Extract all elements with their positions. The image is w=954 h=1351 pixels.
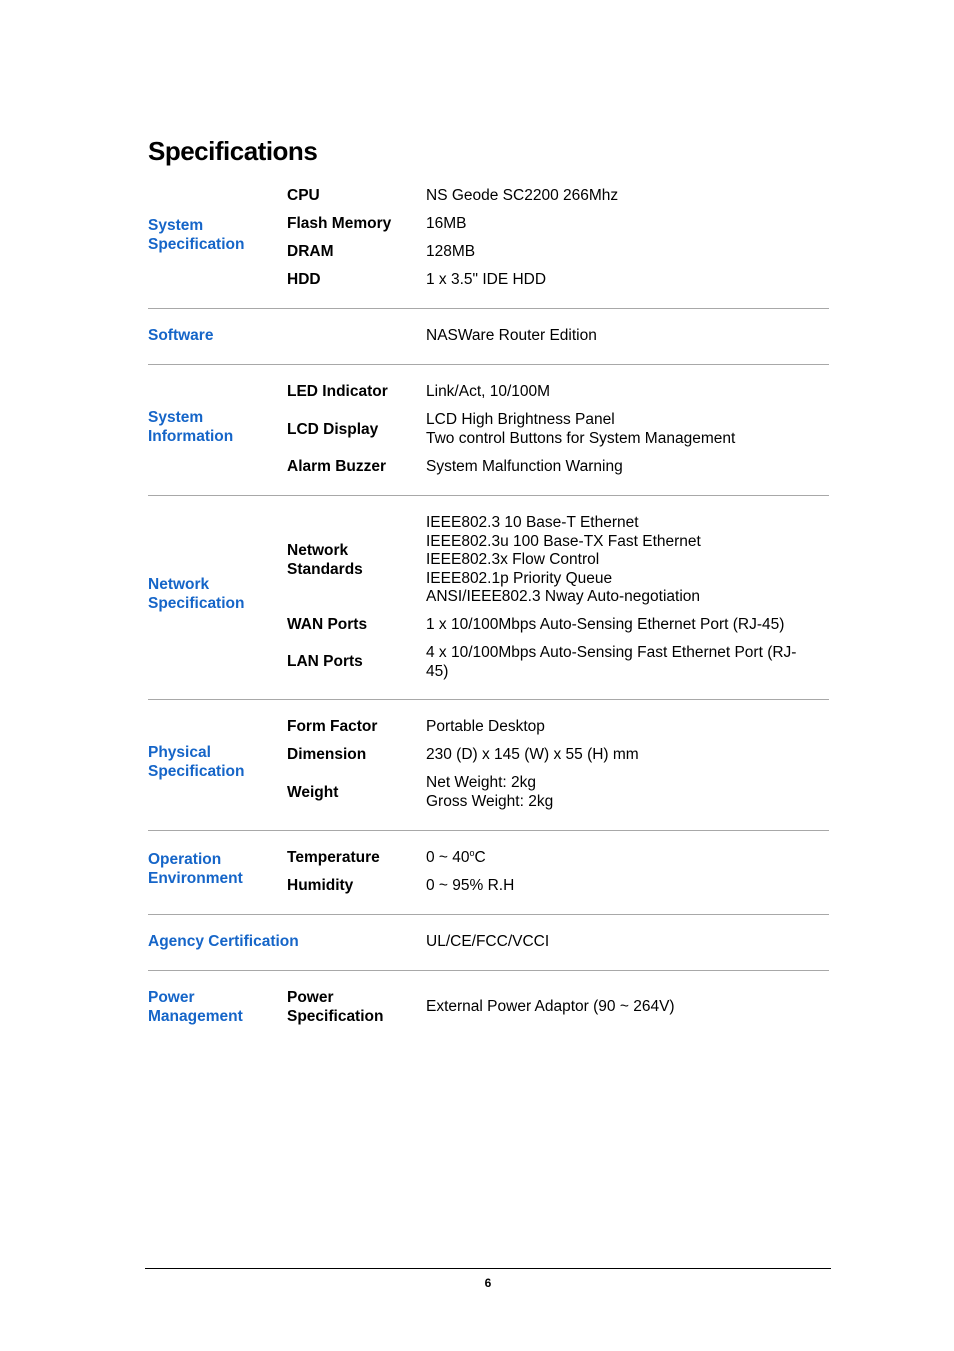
divider — [148, 364, 829, 365]
divider — [148, 970, 829, 971]
value-alarm-buzzer: System Malfunction Warning — [426, 458, 623, 475]
value-cpu: NS Geode SC2200 266Mhz — [426, 187, 619, 204]
label-flash-memory: Flash Memory — [287, 215, 392, 232]
label-lcd-display: LCD Display — [287, 421, 379, 438]
category-network-specification: Network Specification — [148, 576, 245, 612]
page-number: 6 — [484, 1276, 492, 1290]
category-power-management: Power Management — [148, 989, 243, 1025]
value-agency-certification: UL/CE/FCC/VCCI — [426, 933, 550, 950]
page-title: Specifications — [148, 136, 318, 166]
label-dimension: Dimension — [287, 746, 367, 763]
value-flash-memory: 16MB — [426, 215, 467, 232]
category-system-information: System Information — [148, 409, 234, 445]
divider — [148, 830, 829, 831]
label-temperature: Temperature — [287, 849, 380, 866]
label-network-standards: Network Standards — [287, 542, 363, 578]
label-cpu: CPU — [287, 187, 320, 204]
value-temperature: 0 ~ 40$^o$C — [426, 847, 486, 866]
footer-divider — [145, 1268, 831, 1269]
label-lan-ports: LAN Ports — [287, 653, 363, 670]
label-alarm-buzzer: Alarm Buzzer — [287, 458, 387, 475]
category-system-specification: System Specification — [148, 217, 245, 253]
category-physical-specification: Physical Specification — [148, 744, 245, 780]
label-weight: Weight — [287, 784, 339, 801]
value-software: NASWare Router Edition — [426, 327, 597, 344]
label-led-indicator: LED Indicator — [287, 383, 388, 400]
divider — [148, 699, 829, 700]
value-dimension: 230 (D) x 145 (W) x 55 (H) mm — [426, 746, 639, 763]
value-led-indicator: Link/Act, 10/100M — [426, 383, 551, 400]
value-form-factor: Portable Desktop — [426, 718, 545, 735]
category-software: Software — [148, 327, 214, 344]
label-dram: DRAM — [287, 243, 334, 260]
value-weight: Net Weight: 2kg Gross Weight: 2kg — [426, 774, 554, 810]
value-dram: 128MB — [426, 243, 476, 260]
category-agency-certification: Agency Certification — [148, 933, 299, 950]
divider — [148, 495, 829, 496]
value-lan-ports: 4 x 10/100Mbps Auto-Sensing Fast Ethernet Port (RJ- 45) — [426, 644, 797, 680]
label-wan-ports: WAN Ports — [287, 616, 368, 633]
label-form-factor: Form Factor — [287, 718, 378, 735]
label-hdd: HDD — [287, 271, 321, 288]
divider — [148, 914, 829, 915]
value-humidity: 0 ~ 95% R.H — [426, 877, 515, 894]
value-network-standards: IEEE802.3 10 Base-T Ethernet IEEE802.3u 100 Base-TX Fast Ethernet IEEE802.3x Flow Control IEEE802.1p Priority Queue ANSI/IEEE802.3 Nway Auto-negotiation — [426, 514, 701, 605]
value-hdd: 1 x 3.5" IDE HDD — [426, 271, 547, 288]
value-wan-ports: 1 x 10/100Mbps Auto-Sensing Ethernet Port (RJ-45) — [426, 616, 785, 633]
value-power-specification: External Power Adaptor (90 ~ 264V) — [426, 998, 675, 1015]
value-lcd-display: LCD High Brightness Panel Two control Buttons for System Management — [426, 411, 736, 447]
label-power-specification: Power Specification — [287, 989, 384, 1025]
category-operation-environment: Operation Environment — [148, 851, 243, 887]
label-humidity: Humidity — [287, 877, 354, 894]
divider — [148, 308, 829, 309]
